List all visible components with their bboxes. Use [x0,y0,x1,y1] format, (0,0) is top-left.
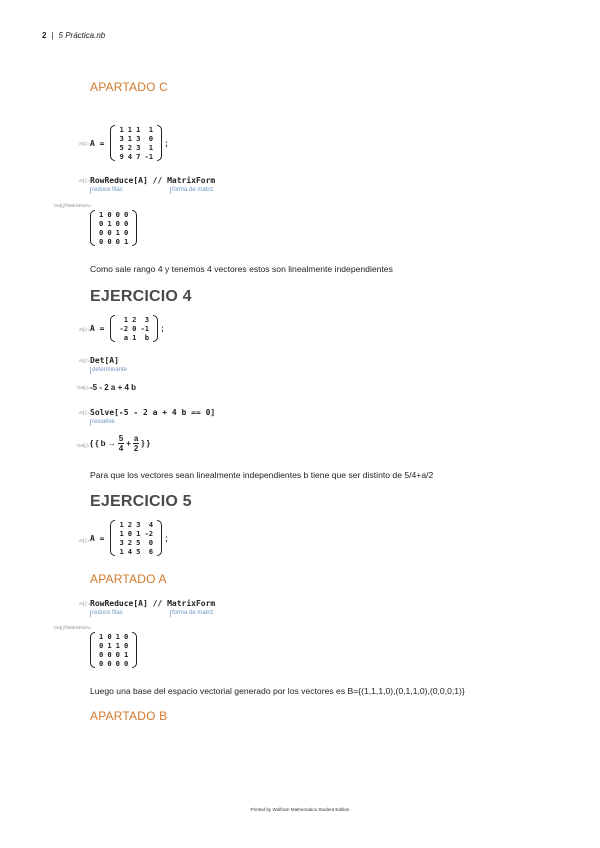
page-header [42,31,105,40]
matrix-cell: 1 [115,632,120,641]
matrix-cell: 2 [127,520,133,529]
fraction-a-2 [133,434,139,453]
left-paren [110,315,115,342]
section-ejercicio-5[interactable]: EJERCICIO 5 [90,493,192,510]
text-conclusion-ej4: Para que los vectores sean linealmente independientes b tiene que ser distinto de 5/4+a/2 [90,470,434,480]
matrix-cell: -1 [140,324,150,333]
matrix-cell: b [144,333,150,342]
fraction-5-4 [118,434,124,453]
matrix-cell: 2 [127,538,133,547]
matrix-cell: 1 [123,650,129,659]
matrix-cell: 1 [107,641,112,650]
matrix-cell: 0 [107,228,112,237]
matrix-cell: 0 [127,529,133,538]
matrix-cell: 0 [132,324,137,333]
semicolon: ; [161,324,164,333]
matrix-cell: 0 [148,134,154,143]
matrix-cell: 1 [99,632,104,641]
autocomplete-hint-determinante: determinante [92,367,128,373]
matrix-cell: 7 [136,152,141,161]
text-conclusion-apartado-a: Luego una base del espacio vectorial generado por los vectores es B={(1,1,1,0),(0,1,1,0),(0,0,0,1)} [90,686,465,696]
output-cell-rowreduce [90,210,137,246]
matrix-cell: 1 [99,210,104,219]
matrix-cell: 4 [127,547,133,556]
matrix-a [110,520,162,556]
page-number: 2 [42,31,47,40]
input-label: In[ ]:= [79,358,90,363]
matrix-grid [117,315,151,342]
result-matrix [90,210,137,246]
matrix-grid [97,210,130,246]
matrix-variable: A = [90,533,105,543]
input-cell-rowreduce[interactable]: RowReduce[A] // MatrixForm [90,176,216,185]
text-conclusion-c: Como sale rango 4 y tenemos 4 vectores estos son linealmente independientes [90,264,393,274]
right-paren [153,315,158,342]
matrix-cell: 0 [115,650,120,659]
matrix-cell: 1 [132,333,137,342]
matrix-cell: 1 [127,134,133,143]
matrix-cell: 0 [99,219,104,228]
matrix-cell: 0 [99,228,104,237]
matrix-cell: 0 [115,219,120,228]
matrix-cell: a [123,333,129,342]
matrix-cell: 1 [136,125,141,134]
plus-sign: + [126,439,131,448]
left-paren [110,125,115,161]
autocomplete-hint-reduce-filas: reduce filas [92,610,123,616]
matrix-cell: 0 [123,632,129,641]
input-cell-det[interactable]: Det[A] [90,356,119,365]
output-label: Out[ ]= [77,385,90,390]
matrix-a [110,315,158,342]
right-paren [157,520,162,556]
matrix-cell: -1 [144,152,154,161]
matrix-cell: 1 [107,219,112,228]
matrix-cell: 0 [115,237,120,246]
input-cell-solve[interactable]: Solve[-5 - 2 a + 4 b == 0] [90,408,216,417]
matrix-cell: 5 [119,143,124,152]
output-label: Out[ ]= [77,443,90,448]
input-cell-matrix-a[interactable] [90,125,168,161]
matrix-cell: 0 [123,641,129,650]
matrix-cell: 5 [136,538,141,547]
input-label: In[ ]:= [79,141,90,146]
fraction-part: 4 [118,444,124,453]
output-cell-det: -5 - 2 a + 4 b [90,383,137,392]
matrix-cell: 0 [107,210,112,219]
input-label: In[ ]:= [79,327,90,332]
matrix-cell: 4 [127,152,133,161]
subsection-apartado-b[interactable]: APARTADO B [90,709,168,723]
input-cell-rowreduce[interactable]: RowReduce[A] // MatrixForm [90,599,216,608]
matrix-cell: 3 [136,520,141,529]
semicolon: ; [165,533,168,543]
matrix-grid [117,520,155,556]
matrix-cell: 1 [123,237,129,246]
matrix-cell: 0 [107,650,112,659]
output-cell-solve [90,434,150,453]
matrix-cell: 0 [107,632,112,641]
input-cell-matrix-a-ej5[interactable] [90,520,168,556]
left-paren [110,520,115,556]
matrix-cell: 0 [107,237,112,246]
footer-watermark: Printed by Wolfram Mathematica Student Edition [250,807,350,812]
subsection-apartado-c[interactable]: APARTADO C [90,80,169,94]
right-paren [132,210,137,246]
output-label-matrixform: Out[ ]//MatrixForm= [54,203,92,208]
matrix-cell: 1 [119,547,124,556]
fraction-part: 5 [118,434,124,443]
semicolon: ; [165,138,168,148]
matrix-cell: 2 [127,143,133,152]
autocomplete-hint-resuelve: resuelve [92,419,115,425]
matrix-cell: 1 [119,520,124,529]
input-label: In[ ]:= [79,538,90,543]
matrix-grid [97,632,130,668]
input-cell-matrix-a-ej4[interactable] [90,315,164,342]
input-label: In[ ]:= [79,178,90,183]
matrix-cell: 0 [99,650,104,659]
matrix-cell: 4 [148,520,154,529]
output-label-matrixform: Out[ ]//MatrixForm= [54,625,92,630]
left-paren [90,632,95,668]
matrix-cell: 0 [107,659,112,668]
matrix-cell: -2 [119,324,129,333]
matrix-cell: 1 [119,529,124,538]
matrix-cell: 0 [99,659,104,668]
output-cell-rowreduce [90,632,137,668]
matrix-cell: 0 [115,210,120,219]
matrix-grid [117,125,155,161]
autocomplete-hint-reduce-filas: reduce filas [92,187,123,193]
matrix-cell: 3 [136,134,141,143]
input-label: In[ ]:= [79,410,90,415]
matrix-cell: 3 [119,538,124,547]
matrix-cell: 1 [123,315,129,324]
matrix-cell: 0 [115,659,120,668]
matrix-cell: 3 [136,143,141,152]
matrix-cell: 1 [119,125,124,134]
matrix-cell: 3 [144,315,150,324]
matrix-a [110,125,162,161]
solve-close: } } [141,439,150,448]
matrix-cell: 6 [148,547,154,556]
left-paren [90,210,95,246]
right-paren [132,632,137,668]
matrix-variable: A = [90,324,105,333]
matrix-cell: 0 [123,659,129,668]
result-matrix [90,632,137,668]
subsection-apartado-a[interactable]: APARTADO A [90,572,167,586]
matrix-cell: 0 [123,219,129,228]
fraction-part: a [133,434,139,443]
right-paren [157,125,162,161]
matrix-cell: 0 [99,237,104,246]
matrix-cell: 0 [123,228,129,237]
matrix-cell: 1 [115,641,120,650]
matrix-cell: 2 [132,315,137,324]
matrix-cell: 1 [115,228,120,237]
matrix-cell: 1 [127,125,133,134]
matrix-cell: 3 [119,134,124,143]
matrix-cell: 0 [148,538,154,547]
matrix-cell: 0 [123,210,129,219]
matrix-cell: -2 [144,529,154,538]
matrix-cell: 5 [136,547,141,556]
section-ejercicio-4[interactable]: EJERCICIO 4 [90,288,192,305]
header-separator: | [51,31,54,40]
matrix-cell: 0 [99,641,104,650]
matrix-cell: 1 [148,143,154,152]
fraction-part: 2 [133,444,139,453]
matrix-cell: 9 [119,152,124,161]
matrix-variable: A = [90,138,105,148]
solve-open: { { b → [90,439,116,448]
matrix-cell: 1 [136,529,141,538]
input-label: In[ ]:= [79,601,90,606]
notebook-filename: 5 Práctica.nb [58,31,106,40]
matrix-cell: 1 [148,125,154,134]
autocomplete-hint-forma-de-matriz: forma de matriz [172,610,214,616]
autocomplete-hint-forma-de-matriz: forma de matriz [172,187,214,193]
